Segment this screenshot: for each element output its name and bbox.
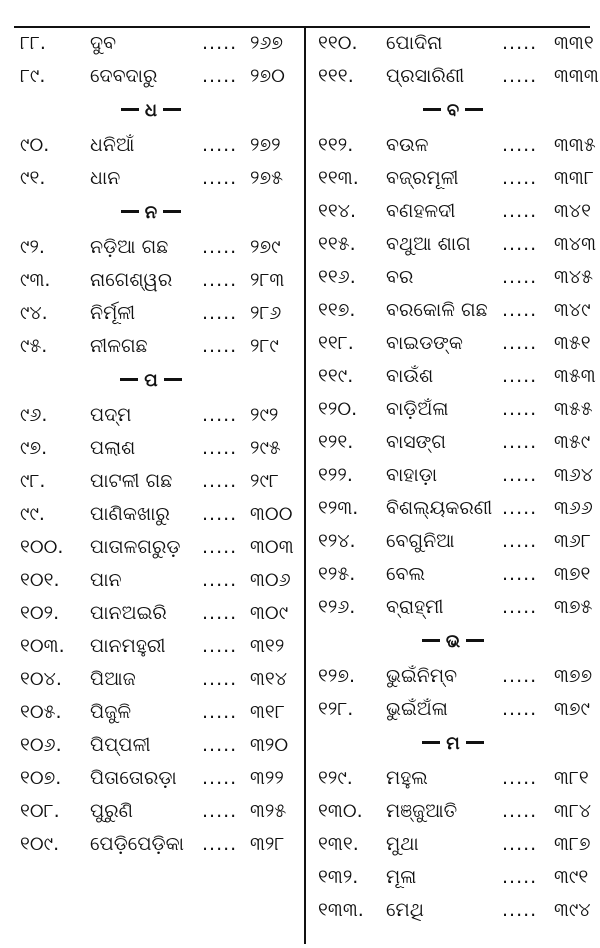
index-entry <box>306 28 600 61</box>
page-number: ୨୬୭ <box>250 32 284 54</box>
index-entry <box>306 196 600 229</box>
entry-name: ମୁଥା <box>386 833 419 855</box>
section-letter-heading <box>306 625 600 661</box>
entry-name: ବାଇଡଙ୍କ <box>386 332 463 354</box>
page-number: ୩୩୧ <box>554 32 594 54</box>
page-number: ୩୫୧ <box>554 332 591 354</box>
entry-name: ପାନମହୁରୀ <box>90 635 166 657</box>
index-entry <box>0 796 302 829</box>
index-entry <box>0 697 302 730</box>
heading-dash-left <box>120 378 138 381</box>
entry-number: ୧୦୬. <box>20 734 62 756</box>
index-entry <box>0 331 302 364</box>
entry-number: ୧୧୭. <box>318 299 356 321</box>
index-entry <box>0 829 302 862</box>
leader-dots: ..... <box>502 431 538 453</box>
leader-dots: ..... <box>502 134 538 156</box>
page-number: ୩୩୩ <box>554 65 599 87</box>
index-entry <box>306 361 600 394</box>
entry-number: ୧୧୯. <box>318 365 354 387</box>
leader-dots: ..... <box>502 365 538 387</box>
leader-dots: ..... <box>202 800 238 822</box>
index-entry <box>0 61 302 94</box>
entry-number: ୧୦୧. <box>20 569 60 591</box>
entry-number: ୯୨. <box>20 236 45 258</box>
index-entry <box>306 694 600 727</box>
index-entry <box>0 265 302 298</box>
heading-dash-left <box>422 639 440 642</box>
leader-dots: ..... <box>502 398 538 420</box>
entry-name: ନିର୍ମୂଳୀ <box>90 302 136 324</box>
section-letter-heading <box>0 94 302 130</box>
entry-number: ୧୩୨. <box>318 866 359 888</box>
section-letter: ବ <box>446 100 460 121</box>
index-entry <box>306 559 600 592</box>
index-entry <box>306 829 600 862</box>
entry-name: ଭୁଇଁଅଁଳା <box>386 698 448 720</box>
entry-name: ଦେବଦାରୁ <box>90 65 158 87</box>
entry-name: ପୁରୁଣି <box>90 800 133 822</box>
leader-dots: ..... <box>502 833 538 855</box>
heading-dash-right <box>164 378 182 381</box>
page-number: ୨୭୫ <box>250 167 283 189</box>
index-entry <box>0 664 302 697</box>
index-entry <box>0 763 302 796</box>
index-entry <box>0 232 302 265</box>
entry-number: ୯୧. <box>20 167 46 189</box>
page-number: ୩୬୮ <box>554 530 591 552</box>
leader-dots: ..... <box>202 536 238 558</box>
entry-name: ଭୁଇଁନିମ୍ବ <box>386 665 458 687</box>
page-number: ୩୬୪ <box>554 464 594 486</box>
entry-number: ୧୨୯. <box>318 767 353 789</box>
index-entry <box>306 661 600 694</box>
leader-dots: ..... <box>202 32 238 54</box>
page-number: ୩୧୪ <box>250 668 288 690</box>
entry-name: ଦୁବ <box>90 32 117 54</box>
leader-dots: ..... <box>202 701 238 723</box>
index-entry <box>306 163 600 196</box>
entry-name: ବାଡ଼ିଅଁଳା <box>386 398 449 420</box>
leader-dots: ..... <box>202 767 238 789</box>
entry-name: ପାଣିକଖାରୁ <box>90 503 170 525</box>
leader-dots: ..... <box>502 167 538 189</box>
entry-name: ପୋଦିନା <box>386 32 443 54</box>
page-number: ୩୨୮ <box>250 833 285 855</box>
page-number: ୩୭୭ <box>554 665 593 687</box>
page-number: ୩୪୧ <box>554 200 592 222</box>
entry-number: ୮୯. <box>20 65 46 87</box>
page-number: ୩୫୫ <box>554 398 593 420</box>
index-entry <box>306 862 600 895</box>
entry-name: ନଡ଼ିଆ ଗଛ <box>90 236 169 258</box>
page-number: ୨୭୯ <box>250 236 281 258</box>
index-entry <box>0 598 302 631</box>
entry-name: ମହୁଲ <box>386 767 428 789</box>
page-number: ୩୨୨ <box>250 767 284 789</box>
leader-dots: ..... <box>502 266 538 288</box>
leader-dots: ..... <box>202 833 238 855</box>
entry-name: ପଲାଶ <box>90 437 136 459</box>
index-entry <box>0 28 302 61</box>
page-number: ୩୫୯ <box>554 431 591 453</box>
page-number: ୩୮୧ <box>554 767 589 789</box>
entry-name: ବର <box>386 266 414 288</box>
leader-dots: ..... <box>502 32 538 54</box>
page-number: ୩୫୩ <box>554 365 596 387</box>
page-number: ୩୩୮ <box>554 167 594 189</box>
entry-number: ୧୩୩. <box>318 899 364 921</box>
entry-name: ମେଥି <box>386 899 424 921</box>
entry-name: ଧନିଆଁ <box>90 134 135 156</box>
entry-name: ବିଶଲ୍ୟକରଣୀ <box>386 497 493 519</box>
entry-number: ୧୧୫. <box>318 233 356 255</box>
leader-dots: ..... <box>502 464 538 486</box>
entry-number: ୧୩୧. <box>318 833 359 855</box>
entry-name: ପଦ୍ମ <box>90 404 132 426</box>
leader-dots: ..... <box>502 800 538 822</box>
index-entry <box>306 229 600 262</box>
page-number: ୩୮୪ <box>554 800 592 822</box>
page-number: ୩୭୫ <box>554 596 593 618</box>
page-number: ୨୯୫ <box>250 437 281 459</box>
entry-name: ବାସଙ୍ଗ <box>386 431 447 453</box>
entry-name: ପାତାଳଗରୁଡ଼ <box>90 536 181 558</box>
entry-number: ୧୦୭. <box>20 767 62 789</box>
entry-number: ୧୨୦. <box>318 398 358 420</box>
page-number: ୨୮୩ <box>250 269 285 291</box>
entry-number: ୧୦୮. <box>20 800 60 822</box>
entry-name: ବେଲ <box>386 563 426 585</box>
page-number: ୩୮୭ <box>554 833 591 855</box>
entry-number: ୧୨୧. <box>318 431 354 453</box>
page-number: ୩୦୩ <box>250 536 294 558</box>
entry-name: ବଥୁଆ ଶାଗ <box>386 233 471 255</box>
entry-name: ବଜ୍ରମୂଳୀ <box>386 167 459 189</box>
section-letter-heading <box>0 364 302 400</box>
entry-number: ୧୧୨. <box>318 134 354 156</box>
heading-dash-right <box>466 639 484 642</box>
index-entry <box>306 262 600 295</box>
entry-name: ବାଉଁଶ <box>386 365 434 387</box>
entry-name: ଧାନ <box>90 167 121 189</box>
heading-dash-right <box>163 210 181 213</box>
entry-number: ୯୫. <box>20 335 48 357</box>
page-number: ୨୯୨ <box>250 404 279 426</box>
leader-dots: ..... <box>202 302 238 324</box>
entry-number: ୧୨୪. <box>318 530 356 552</box>
index-entry <box>0 532 302 565</box>
leader-dots: ..... <box>202 269 238 291</box>
page-number: ୩୨୦ <box>250 734 289 756</box>
entry-number: ୯୪. <box>20 302 48 324</box>
section-letter-heading <box>306 727 600 763</box>
entry-number: ୧୨୩. <box>318 497 359 519</box>
entry-number: ୧୦୫. <box>20 701 62 723</box>
heading-dash-left <box>121 210 139 213</box>
leader-dots: ..... <box>202 236 238 258</box>
page-number: ୩୬୬ <box>554 497 593 519</box>
page-number: ୩୦୯ <box>250 602 289 624</box>
index-entry <box>0 730 302 763</box>
entry-number: ୧୦୯. <box>20 833 60 855</box>
entry-number: ୧୨୭. <box>318 665 356 687</box>
leader-dots: ..... <box>502 665 538 687</box>
leader-dots: ..... <box>502 899 538 921</box>
heading-dash-left <box>121 108 139 111</box>
entry-number: ୯୩. <box>20 269 51 291</box>
entry-name: ବେଗୁନିଆ <box>386 530 455 552</box>
entry-name: ମଞ୍ଜୁଆତି <box>386 800 458 822</box>
section-letter-heading <box>0 196 302 232</box>
leader-dots: ..... <box>502 497 538 519</box>
entry-name: ପ୍ରସାରିଣୀ <box>386 65 465 87</box>
entry-name: ପାନଅଇରି <box>90 602 167 624</box>
leader-dots: ..... <box>202 569 238 591</box>
entry-number: ୧୧୪. <box>318 200 357 222</box>
entry-name: ବଉଳ <box>386 134 429 156</box>
index-entry <box>306 328 600 361</box>
entry-name: ପାଟଳୀ ଗଛ <box>90 470 173 492</box>
page-number: ୨୭୨ <box>250 134 281 156</box>
entry-number: ୧୧୬. <box>318 266 356 288</box>
leader-dots: ..... <box>202 602 238 624</box>
page-number: ୩୦୦ <box>250 503 293 525</box>
section-letter: ନ <box>144 202 158 223</box>
section-letter-heading <box>306 94 600 130</box>
entry-name: ମୂଳା <box>386 866 417 888</box>
entry-number: ୯୬. <box>20 404 48 426</box>
page-number: ୩୭୯ <box>554 698 591 720</box>
index-entry <box>306 427 600 460</box>
entry-number: ୧୦୨. <box>20 602 60 624</box>
entry-name: ପିଆଜ <box>90 668 136 690</box>
entry-name: ପିତାତୋରଡ଼ା <box>90 767 177 789</box>
entry-number: ୮୮. <box>20 32 46 54</box>
entry-number: ୧୦୩. <box>20 635 65 657</box>
page-number: ୩୧୮ <box>250 701 285 723</box>
entry-name: ବାହାଡ଼ା <box>386 464 438 486</box>
page-number: ୩୧୨ <box>250 635 285 657</box>
page-number: ୩୯୧ <box>554 866 589 888</box>
page-number: ୩୪୫ <box>554 266 593 288</box>
entry-number: ୧୨୫. <box>318 563 356 585</box>
section-letter: ଭ <box>445 631 461 652</box>
leader-dots: ..... <box>202 134 238 156</box>
page-number: ୩୩୫ <box>554 134 596 156</box>
entry-name: ପିପ୍ପଳୀ <box>90 734 151 756</box>
entry-number: ୧୨୮. <box>318 698 354 720</box>
section-letter: ଧ <box>144 100 158 121</box>
leader-dots: ..... <box>202 437 238 459</box>
page-number: ୩୭୧ <box>554 563 591 585</box>
index-entry <box>0 499 302 532</box>
index-entry <box>0 433 302 466</box>
entry-name: ପାନ <box>90 569 122 591</box>
left-column <box>0 28 302 862</box>
entry-number: ୧୨୬. <box>318 596 356 618</box>
leader-dots: ..... <box>502 767 538 789</box>
page-number: ୩୪୩ <box>554 233 597 255</box>
index-entry <box>0 130 302 163</box>
index-entry <box>0 631 302 664</box>
heading-dash-left <box>422 741 440 744</box>
leader-dots: ..... <box>202 470 238 492</box>
entry-number: ୯୭. <box>20 437 48 459</box>
index-entry <box>306 796 600 829</box>
entry-name: ବରକୋଳି ଗଛ <box>386 299 488 321</box>
entry-number: ୧୦୦. <box>20 536 64 558</box>
index-entry <box>306 130 600 163</box>
page-number: ୩୨୫ <box>250 800 287 822</box>
index-entry <box>0 466 302 499</box>
index-entry <box>306 295 600 328</box>
entry-number: ୧୧୮. <box>318 332 354 354</box>
entry-number: ୧୦୪. <box>20 668 62 690</box>
index-entry <box>306 493 600 526</box>
entry-number: ୧୧୦. <box>318 32 358 54</box>
page-number: ୩୪୯ <box>554 299 591 321</box>
heading-dash-right <box>466 741 484 744</box>
heading-dash-right <box>163 108 181 111</box>
heading-dash-right <box>465 108 483 111</box>
leader-dots: ..... <box>202 167 238 189</box>
entry-number: ୧୨୨. <box>318 464 353 486</box>
entry-number: ୯୮. <box>20 470 46 492</box>
leader-dots: ..... <box>502 563 538 585</box>
leader-dots: ..... <box>502 596 538 618</box>
heading-dash-left <box>423 108 441 111</box>
page-number: ୨୯୮ <box>250 470 279 492</box>
entry-name: ବଣହଳଦୀ <box>386 200 456 222</box>
entry-name: ନାଗେଶ୍ୱର <box>90 269 173 291</box>
index-entry <box>306 895 600 928</box>
section-letter: ମ <box>446 733 460 754</box>
entry-number: ୧୩୦. <box>318 800 363 822</box>
index-entry <box>306 460 600 493</box>
index-entry <box>306 61 600 94</box>
leader-dots: ..... <box>202 404 238 426</box>
leader-dots: ..... <box>502 866 538 888</box>
leader-dots: ..... <box>202 335 238 357</box>
entry-name: ବ୍ରାହ୍ମୀ <box>386 596 444 618</box>
entry-number: ୧୧୧. <box>318 65 354 87</box>
leader-dots: ..... <box>502 65 538 87</box>
leader-dots: ..... <box>502 332 538 354</box>
leader-dots: ..... <box>502 200 538 222</box>
section-letter: ପ <box>144 370 158 391</box>
page-number: ୨୮୬ <box>250 302 282 324</box>
page-number: ୨୮୯ <box>250 335 279 357</box>
leader-dots: ..... <box>202 734 238 756</box>
index-entry <box>0 298 302 331</box>
leader-dots: ..... <box>502 299 538 321</box>
index-entry <box>0 565 302 598</box>
right-column <box>306 28 600 928</box>
index-entry <box>306 592 600 625</box>
entry-number: ୧୧୩. <box>318 167 359 189</box>
leader-dots: ..... <box>502 698 538 720</box>
leader-dots: ..... <box>202 65 238 87</box>
leader-dots: ..... <box>502 530 538 552</box>
entry-number: ୯୦. <box>20 134 50 156</box>
index-entry <box>306 526 600 559</box>
index-entry <box>0 163 302 196</box>
entry-name: ପେଡ଼ିପେଡ଼ିକା <box>90 833 184 855</box>
page-number: ୨୭୦ <box>250 65 285 87</box>
entry-name: ପିଜୁଳି <box>90 701 132 723</box>
entry-name: ନୀଳଗଛ <box>90 335 148 357</box>
page-number: ୩୯୪ <box>554 899 591 921</box>
index-entry <box>0 400 302 433</box>
page-number: ୩୦୬ <box>250 569 291 591</box>
leader-dots: ..... <box>202 668 238 690</box>
leader-dots: ..... <box>202 635 238 657</box>
entry-number: ୯୯. <box>20 503 45 525</box>
leader-dots: ..... <box>502 233 538 255</box>
index-entry <box>306 394 600 427</box>
index-entry <box>306 763 600 796</box>
leader-dots: ..... <box>202 503 238 525</box>
